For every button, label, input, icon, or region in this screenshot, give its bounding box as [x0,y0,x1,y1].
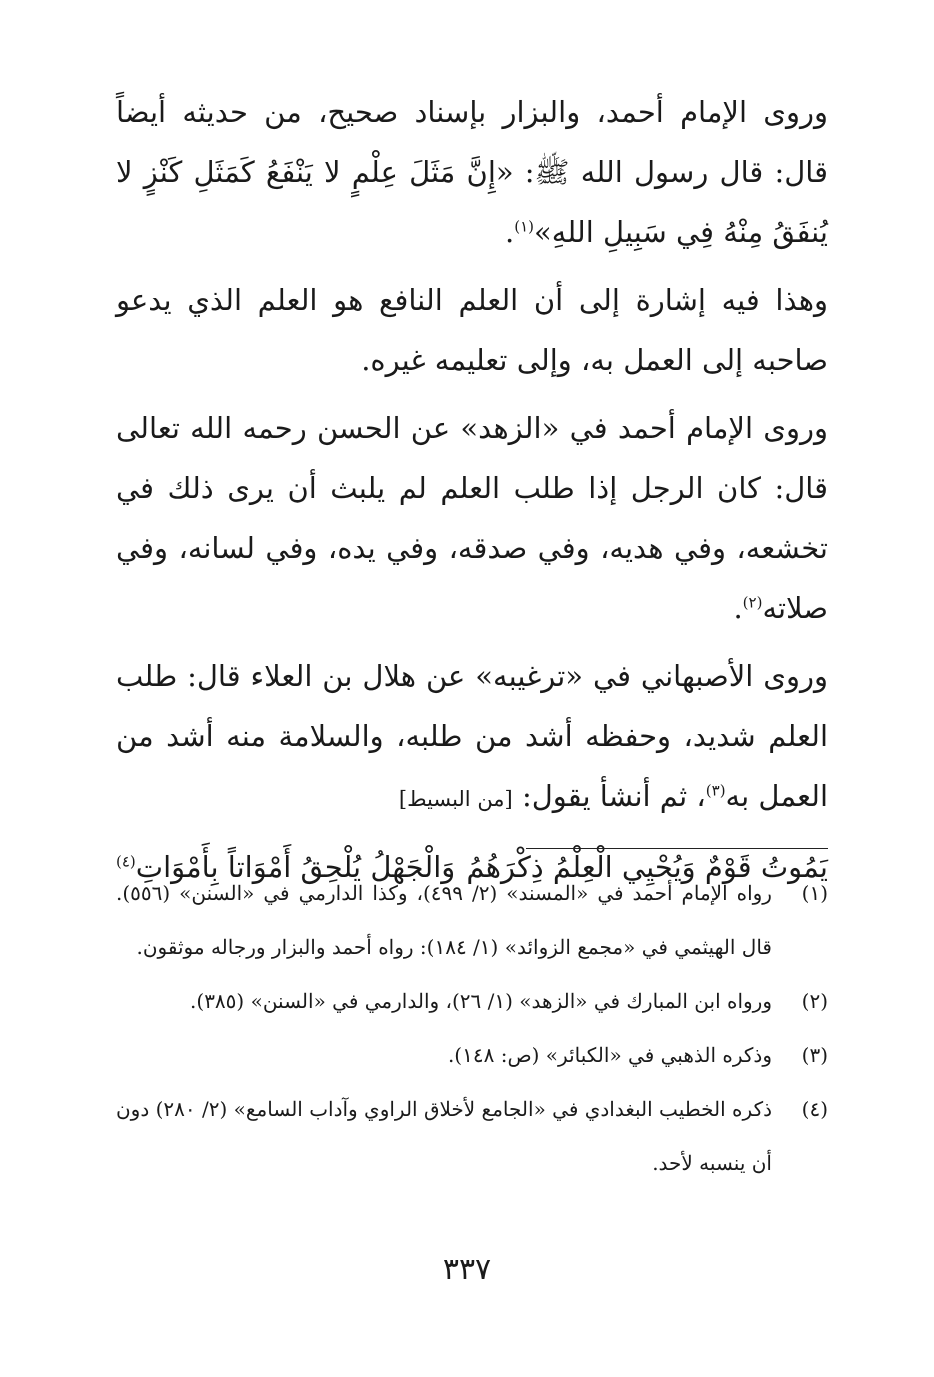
footnote-reference: (٢) [742,593,763,612]
paragraph-tail: ، ثم أنشأ يقول: [521,779,706,813]
paragraph-tail: . [733,591,743,625]
footnote-reference: (٣) [705,781,726,800]
footnote-text: رواه الإمام أحمد في «المسند» (٢/ ٤٩٩)، وكذا الدارمي في «السنن» (٥٥٦). قال الهيثمي في «مجمع الزوائد» (١/ ١٨٤): رواه أحمد والبزار ورجاله موثقون. [116,881,772,959]
footnote-text: ورواه ابن المبارك في «الزهد» (١/ ٢٦)، والدارمي في «السنن» (٣٨٥). [190,989,772,1013]
paragraph [116,646,828,829]
footnote [116,1028,828,1082]
footnote-text: ذكره الخطيب البغدادي في «الجامع لأخلاق الراوي وآداب السامع» (٢/ ٢٨٠) دون أن ينسبه لأحد. [115,1097,772,1175]
footnote [116,974,828,1028]
footnote-number: (٣) [801,1043,828,1067]
footnote-number: (٢) [801,989,828,1013]
footnote-number: (٤) [801,1097,828,1121]
poetic-meter-label: [من البسيط] [398,787,513,811]
footnote [116,1082,828,1190]
verse-first-hemistich: يَمُوتُ قَوْمٌ وَيُحْيِي الْعِلْمُ ذِكْرَهُمُ [466,850,828,884]
footnote-reference: (١) [514,217,535,236]
paragraph-text: وروى الإمام أحمد في «الزهد» عن الحسن رحمه الله تعالى قال: كان الرجل إذا طلب العلم لم يلبث أن يرى ذلك في تخشعه، وفي هديه، وفي صدقه، وفي يده، وفي لسانه، وفي صلاته [116,411,828,625]
footnote-number: (١) [801,881,828,905]
paragraph-tail: . [505,215,515,249]
footnote-text: وذكره الذهبي في «الكبائر» (ص: ١٤٨). [447,1043,772,1067]
paragraph [116,270,828,390]
paragraph-text: وروى الأصبهاني في «ترغيبه» عن هلال بن العلاء قال: طلب العلم شديد، وحفظه أشد من طلبه، والسلامة منه أشد من العمل به [116,659,828,813]
footnote [116,866,828,974]
paragraph-text: وهذا فيه إشارة إلى أن العلم النافع هو العلم الذي يدعو صاحبه إلى العمل به، وإلى تعليمه غيره. [116,283,828,377]
footnotes [116,866,828,1190]
verse-second-text: وَالْجَهْلُ يُلْحِقُ أَمْوَاتاً بِأَمْوَاتِ [135,850,456,884]
page-number: ٣٣٧ [442,1252,492,1287]
paragraph [116,398,828,638]
footnote-separator [526,848,828,849]
main-text [116,82,828,897]
footnote-reference: (٤) [116,852,136,871]
paragraph [116,82,828,262]
paragraph-text: وروى الإمام أحمد، والبزار بإسناد صحيح، من حديثه أيضاً قال: قال رسول الله ﷺ: «إِنَّ مَثَلَ عِلْمٍ لا يَنْفَعُ كَمَثَلِ كَنْزٍ لا يُنفَقُ مِنْهُ فِي سَبِيلِ اللهِ» [116,95,828,249]
